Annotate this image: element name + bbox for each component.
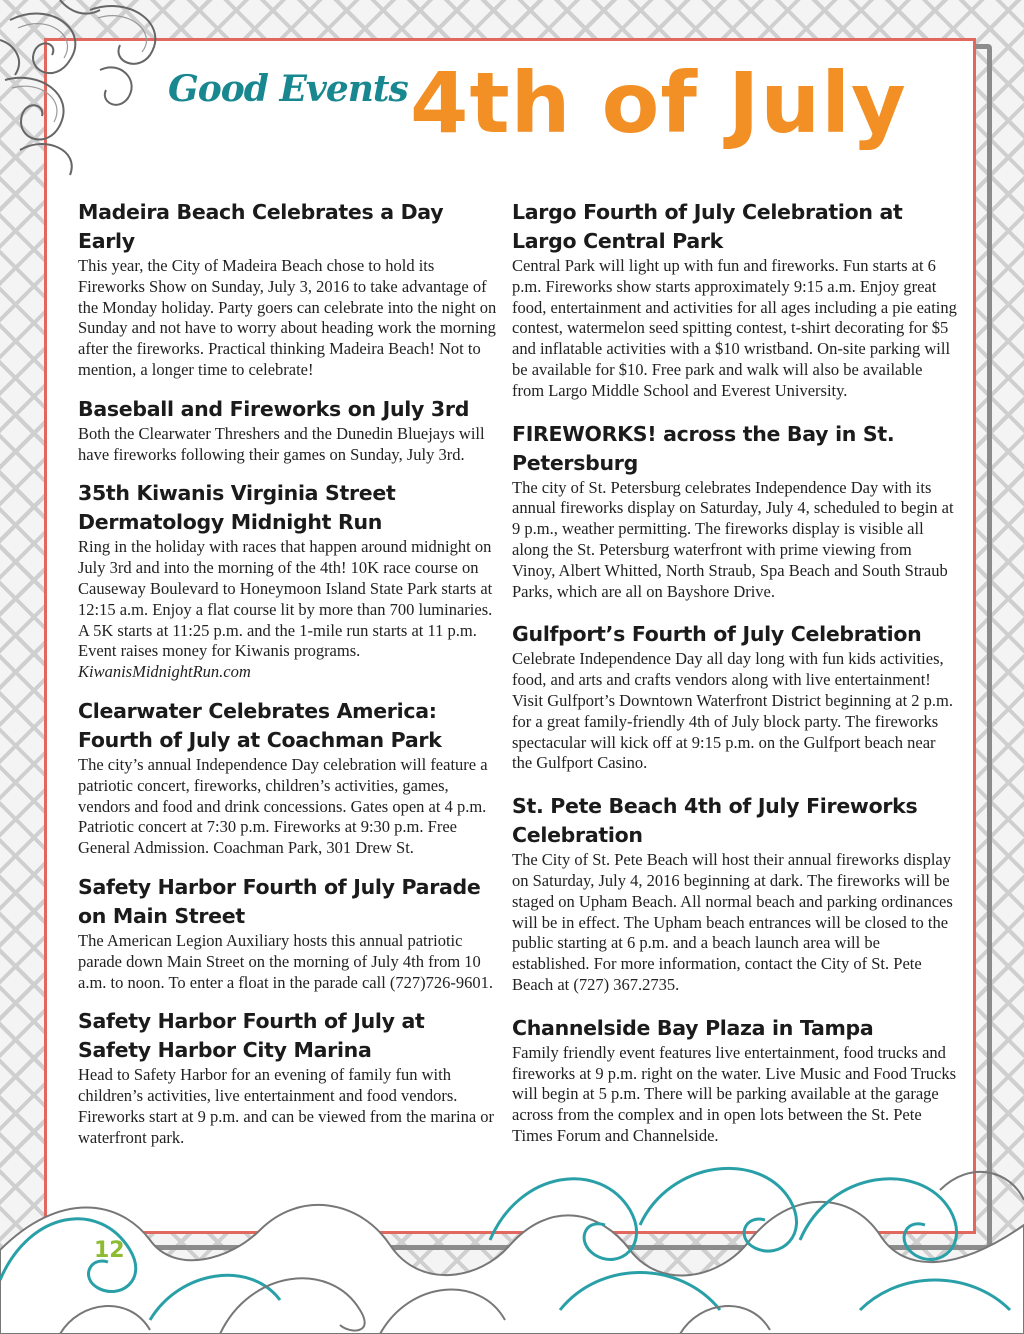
- article: [78, 1007, 498, 1148]
- article-body: The city’s annual Independence Day celebration will feature a patriotic concert, fireworks, children’s activities, games, vendors and food and drink concessions. Gates open at 4 p.m. Patriotic concert at 7:30 p.m. Fireworks at 9:30 p.m. Free General Admission. Coachman Park, 301 Drew St.: [78, 754, 488, 858]
- article: [78, 198, 498, 381]
- article: [512, 1014, 958, 1147]
- article-body: Central Park will light up with fun and fireworks. Fun starts at 6 p.m. Fireworks show starts approximately 9:15 a.m. Enjoy great food, entertainment and activities for all ages including a pie eating contest, watermelon seed spitting contest, t-shirt decorating for $5 and inflatable activities with a $10 wristband. On-site parking will be available for $10. Free park and walk will also be available from Largo Middle School and Everest University.: [512, 256, 957, 400]
- article-title: Clearwater Celebrates America: Fourth of July at Coachman Park: [78, 698, 442, 752]
- article-title: Safety Harbor Fourth of July Parade on Main Street: [78, 874, 481, 928]
- wave-ornament-icon: [0, 1130, 1024, 1334]
- article: [512, 620, 958, 774]
- article: [512, 792, 958, 996]
- article-title: Gulfport’s Fourth of July Celebration: [512, 622, 922, 647]
- article-title: Baseball and Fireworks on July 3rd: [78, 396, 470, 421]
- left-column: [78, 198, 498, 1163]
- article: [78, 873, 498, 993]
- article-title: Channelside Bay Plaza in Tampa: [512, 1015, 874, 1040]
- article-title: Safety Harbor Fourth of July at Safety Harbor City Marina: [78, 1009, 425, 1063]
- article-title: St. Pete Beach 4th of July Fireworks Celebration: [512, 794, 918, 848]
- article: [78, 697, 498, 859]
- article-body: This year, the City of Madeira Beach chose to hold its Fireworks Show on Sunday, July 3, 2016 to take advantage of the Monday holiday. Party goers can celebrate into the night on Sunday and not have to worry about heading work the morning after the fireworks. Practical thinking Madeira Beach! Not to mention, a longer time to celebrate!: [78, 256, 497, 379]
- page-header: [168, 54, 928, 170]
- article-body: Celebrate Independence Day all day long with fun kids activities, food, and arts and crafts vendors along with live entertainment! Visit Gulfport’s Downtown Waterfront District beginning at 2 p.m. for a great family-friendly 4th of July block party. The fireworks spectacular will kick off at 9:15 p.m. on the Gulfport beach near the Gulfport Casino.: [512, 649, 953, 773]
- page-number: 12: [94, 1238, 125, 1263]
- article-body: Both the Clearwater Threshers and the Dunedin Bluejays will have fireworks following their games on Sunday, July 3rd.: [78, 423, 485, 464]
- right-column: [512, 198, 958, 1165]
- article: [78, 395, 498, 466]
- article-title: Madeira Beach Celebrates a Day Early: [78, 200, 444, 253]
- article-body: The city of St. Petersburg celebrates Independence Day with its annual fireworks display on Saturday, July 4, scheduled to begin at 9 p.m., weather permitting. The fireworks display is visible all along the St. Petersburg waterfront with prime viewing from Vinoy, Albert Whitted, North Straub, Spa Beach and South Straub Parks, which are all on Bayshore Drive.: [512, 477, 954, 601]
- article: [512, 198, 958, 402]
- article-body: Family friendly event features live entertainment, food trucks and fireworks at 9 p.m. right on the water. Live Music and Food Trucks will begin at 5 p.m. There will be parking available at the garage across from the complex and in open lots between the St. Pete Times Forum and Channelside.: [512, 1042, 957, 1145]
- article-link[interactable]: KiwanisMidnightRun.com: [78, 662, 251, 682]
- article: [78, 479, 498, 683]
- article-body: Ring in the holiday with races that happen around midnight on July 3rd and into the morning of the 4th! 10K race course on Causeway Boulevard to Honeymoon Island State Park starts at 12:15 a.m. Enjoy a flat course lit by more than 700 luminaries. A 5K starts at 11:25 p.m. and the 1-mile run starts at 11 p.m. Event raises money for Kiwanis programs.: [78, 537, 493, 661]
- article-title: Largo Fourth of July Celebration at Largo Central Park: [512, 200, 903, 253]
- section-title: Good Events: [168, 68, 408, 110]
- page-title: 4th of July: [410, 54, 907, 152]
- article-title: 35th Kiwanis Virginia Street Dermatology Midnight Run: [78, 481, 396, 535]
- article-title: FIREWORKS! across the Bay in St. Petersburg: [512, 421, 895, 475]
- article-body: The City of St. Pete Beach will host their annual fireworks display on Saturday, July 4, 2016 beginning at dark. The fireworks will be staged on Upham Beach. All normal beach and parking ordinances will be in effect. The Upham beach entrances will be closed to the public starting at 6 p.m. and a beach launch area will be established. For more information, contact the City of St. Pete Beach at (727) 367.2735.: [512, 850, 953, 994]
- article: [512, 420, 958, 603]
- article-body: Head to Safety Harbor for an evening of family fun with children’s activities, live entertainment and food vendors. Fireworks start at 9 p.m. and can be viewed from the marina or waterfront park.: [78, 1065, 495, 1147]
- article-body: The American Legion Auxiliary hosts this annual patriotic parade down Main Street on the morning of July 4th from 10 a.m. to noon. To enter a float in the parade call (727)726-9601.: [78, 930, 494, 992]
